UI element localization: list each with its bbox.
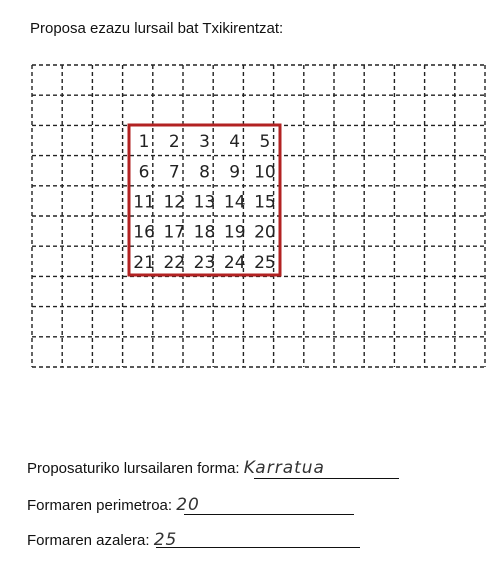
cell-number: 12 xyxy=(163,192,186,213)
cell-number: 20 xyxy=(254,222,276,243)
cell-number: 22 xyxy=(163,252,186,273)
cell-number: 6 xyxy=(138,162,150,183)
answer-shape: Karratua xyxy=(243,458,325,478)
cell-number: 10 xyxy=(254,162,276,183)
cell-number: 2 xyxy=(168,132,180,153)
question-shape xyxy=(27,458,325,478)
question-shape-label: Proposaturiko lursailaren forma: xyxy=(27,460,240,477)
cell-number: 19 xyxy=(223,222,246,243)
cell-number: 23 xyxy=(193,252,216,273)
cell-number: 17 xyxy=(163,222,186,243)
cell-number: 24 xyxy=(223,252,246,273)
cell-number: 3 xyxy=(199,132,210,153)
answer-shape-line xyxy=(254,478,399,479)
answer-area-line xyxy=(156,547,360,548)
cell-number: 1 xyxy=(138,132,150,153)
cell-number: 16 xyxy=(133,222,155,243)
question-perimeter xyxy=(27,495,200,515)
cell-number: 25 xyxy=(254,252,276,273)
cell-number: 7 xyxy=(168,162,180,183)
cell-number: 15 xyxy=(254,192,276,213)
cell-number: 5 xyxy=(259,132,271,153)
answer-area: 25 xyxy=(153,530,178,550)
cell-number: 8 xyxy=(199,162,210,183)
cell-number: 11 xyxy=(133,192,155,213)
answer-perimeter: 20 xyxy=(176,495,200,515)
answer-perimeter-line xyxy=(184,514,354,515)
cell-number: 21 xyxy=(133,252,155,273)
cell-number: 9 xyxy=(229,162,241,183)
question-perimeter-label: Formaren perimetroa: xyxy=(27,497,173,514)
worksheet-title: Proposa ezazu lursail bat Txikirentzat: xyxy=(30,20,284,37)
cell-number: 18 xyxy=(193,222,216,243)
question-area-label: Formaren azalera: xyxy=(27,532,150,549)
question-area xyxy=(27,530,177,550)
cell-number: 4 xyxy=(229,132,241,153)
cell-number: 14 xyxy=(223,192,246,213)
cell-number: 13 xyxy=(193,192,216,213)
